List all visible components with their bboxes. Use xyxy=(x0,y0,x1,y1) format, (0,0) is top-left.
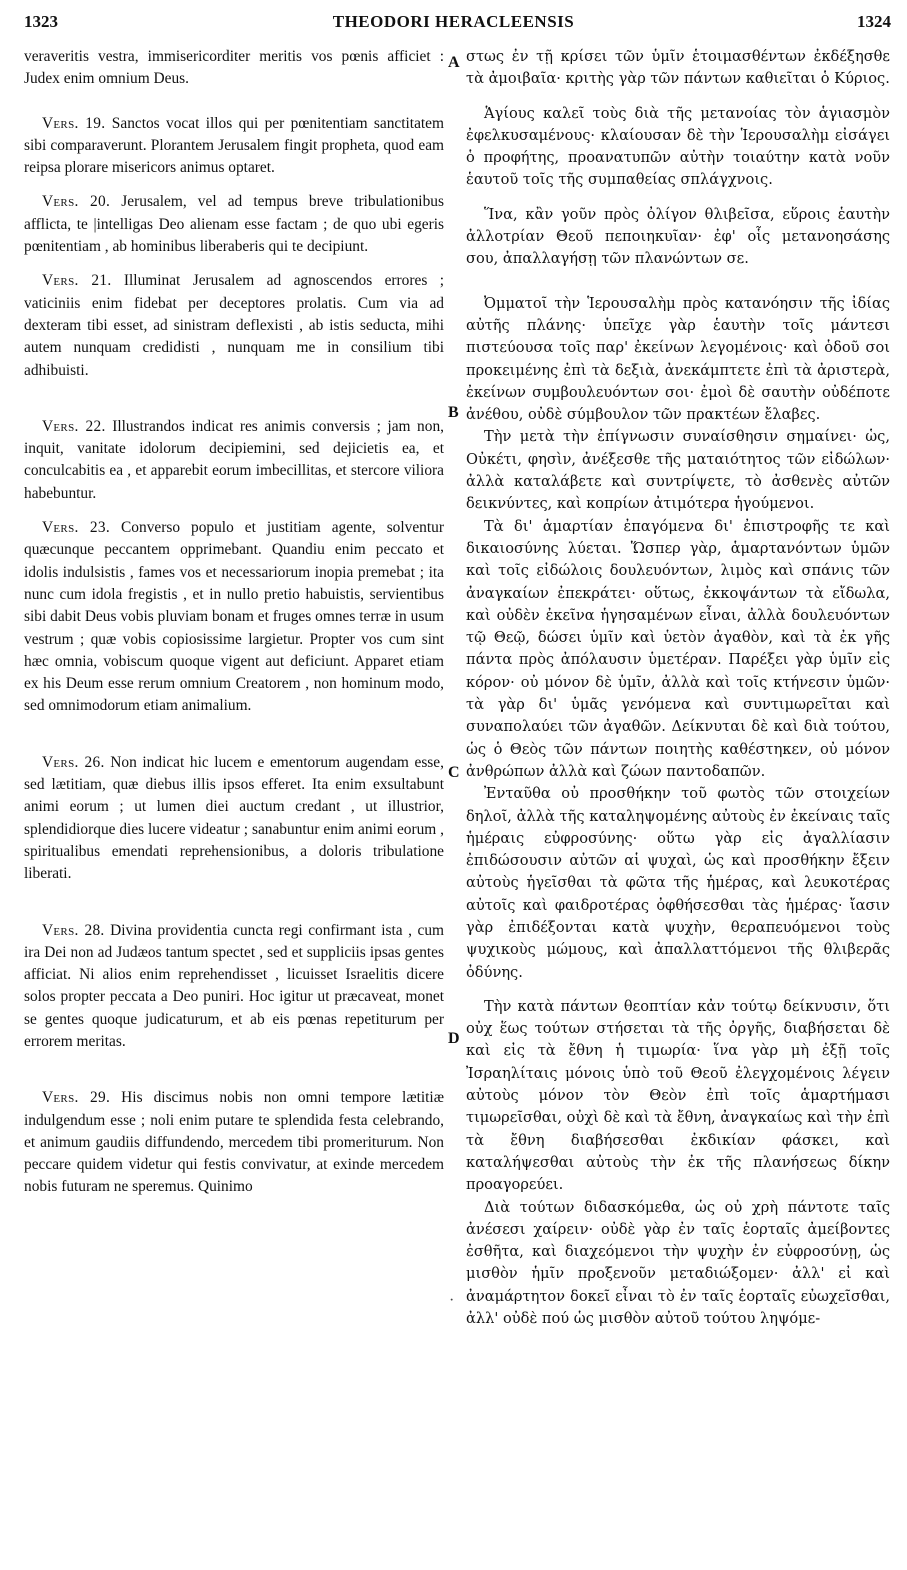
latin-text: Non indicat hic lucem e ementorum augendam esse, sed lætitiam, quæ diebus illis ipsos efferet. Ita enim exsultabunt animi eorum ; ut lumen diei auctum credant , ut illustrior, splendidiorque dies lucere videatur ; sanabuntur enim animi eorum , spiritualibus emendati reprehensionibus, a doloris tribulatione liberati. xyxy=(24,753,444,883)
verse-label: Vers. 23. xyxy=(42,519,111,537)
margin-marker-b: B xyxy=(448,404,459,421)
latin-text: Sanctos vocat illos qui per pœnitentiam sanctitatem sibi comparaverunt. Plorantem Jerusalem fingit propheta, quod eam reipsa plorare misericors animus optaret. xyxy=(24,114,444,177)
latin-paragraph xyxy=(24,416,444,505)
verse-label: Vers. 22. xyxy=(42,417,106,435)
greek-paragraph: Ἁγίους καλεῖ τοὺς διὰ τῆς μετανοίας τὸν ἁγιασμὸν ἐφελκυσαμένους· κλαίουσαν δὲ τὴν Ἱερουσαλὴμ εἰσάγει ὁ προφήτης, προανατυπῶν αὐτὴν τοιαύτην κατὰ νοῦν ἑαυτοῦ τοῖς τῆς συμπαθείας σπλάγχνοις. xyxy=(466,104,890,189)
greek-paragraph: Τὴν κατὰ πάντων θεοπτίαν κἀν τούτῳ δείκνυσιν, ὅτι οὐχ ἕως τούτων στήσεται τὰ τῆς ὀργῆς, διαβήσεται δὲ καὶ εἰς τὰ ἔθνη ἡ τιμωρία· ἵνα γὰρ μὴ ἐξῇ τοῖς Ἰσραηλίταις μόνοις ὑπὸ τοῦ Θεοῦ ἐλεγχομένοις λέγειν αὐτοὺς μόνον τὸν Θεὸν ἐπὶ τοῖς ἁμαρτήμασι τιμωρεῖσθαι, οὐχὶ δὲ καὶ τὰ ἔθνη, ἀναγκαίως καὶ τὴν ἐπὶ τὰ ἔθνη διαβήσεσθαι ἐκδικίαν φάσκει, καὶ καταλήψεσθαι αὐτοὺς τὴν ἐκ τῆς πλανήσεως δίκην προαγορεύει. xyxy=(466,997,890,1194)
running-title: THEODORI HERACLEENSIS xyxy=(332,12,575,31)
greek-paragraph: Διὰ τούτων διδασκόμεθα, ὡς οὐ χρὴ πάντοτε ταῖς ἀνέσεσι χαίρειν· οὐδὲ γὰρ ἐν ταῖς ἑορταῖς ἀμείβοντες ἐσθῆτα, καὶ διαχεόμενοι τὴν ψυχὴν ἐν εὐφροσύνῃ, ὡς μισθὸν ἡμῖν προξενοῦν μεταδιώξομεν· ἀλλ' εἰ καὶ ἀναμάρτητον δοκεῖ εἶναι τὸ ἐν ταῖς ἑορταῖς εὐωχεῖσθαι, ἀλλ' οὐδὲ πού ὡς μισθὸν αὐτοῦ τούτου ληψόμε- xyxy=(466,1198,890,1328)
latin-paragraph xyxy=(24,113,444,180)
latin-paragraph xyxy=(24,191,444,258)
greek-paragraph: Ἐνταῦθα οὐ προσθήκην τοῦ φωτὸς τῶν στοιχείων δηλοῖ, ἀλλὰ τῆς καταληψομένης αὐτοὺς ἐν ἐκείναις ταῖς ἡμέραις εὐφροσύνης· οὕτω γὰρ εἰς ἀγαλλίασιν ἐπιδώσουσιν αὐτῶν αἱ ψυχαὶ, ὡς καὶ προσθήκην ἔξειν αὐτοὺς ἡγεῖσθαι τὰ φῶτα τῆς ἡμέρας, καὶ λευκοτέρας αὐτοῖς καὶ φαιδροτέρας ὀφθήσεσθαι τὰς ἡμέρας· ἴασιν γὰρ ἐπιδέξονται κατὰ ψυχὴν, θεραπευόμενοι τοὺς ψυχικοὺς μώμους, καὶ ἀπαλλαττόμενοι τῆς θλιβερᾶς ὀδύνης. xyxy=(466,785,890,981)
latin-text: veraveritis vestra, immisericorditer meritis vos pœnis afficiet : Judex enim omnium Deus. xyxy=(24,48,444,88)
latin-text: Jerusalem, vel ad tempus breve tribulationibus afflicta, te |intelligas Deo alienam esse factam ; de quo ubi egeris pœnitentiam , ab hominibus liberaberis qui te decipiunt. xyxy=(24,193,444,256)
margin-marker-c: C xyxy=(448,764,460,781)
verse-label: Vers. 21. xyxy=(42,272,112,290)
greek-paragraph: Τὰ δι' ἁμαρτίαν ἐπαγόμενα δι' ἐπιστροφῆς τε καὶ δικαιοσύνης λύεται. Ὥσπερ γὰρ, ἁμαρτανόντων ὑμῶν καὶ τοῖς εἰδώλοις δουλευόντων, λιμὸς καὶ σπάνις τῶν ἀναγκαίων ἐπεκράτει· οὕτως, ἐκκοψάντων τὰ εἴδωλα, καὶ οὐδὲν ἐκεῖνα ἡγησαμένων εἶναι, ἀλλὰ δουλευόντων τῷ Θεῷ, δώσει ὑμῖν καὶ ὑετὸν ἀγαθὸν, καὶ τὰ ἐκ γῆς πάντα πρὸς ἀπόλαυσιν ὑμετέραν. Παρέξει γὰρ ὑμῖν εἰς κόρον· οὐ μόνον δὲ ὑμῖν, ἀλλὰ καὶ τοῖς κτήνεσιν ὑμῶν· τὰ γὰρ δι' ὑμᾶς γενόμενα καὶ συντιμωρεῖται καὶ συναπολαύει τῶν ἀγαθῶν. Δείκνυται δὲ καὶ διὰ τούτου, ὡς ὁ Θεὸς τῶν πάντων ποιητὴς καθέστηκεν, οὐ μόνον ἀνθρώπων ἀλλὰ καὶ ζώων παντοδαπῶν. xyxy=(466,517,890,780)
verse-label: Vers. 19. xyxy=(42,114,106,132)
running-header xyxy=(0,12,907,38)
latin-text: His discimus nobis non omni tempore lætitiæ indulgendum esse ; noli enim putare te splendida festa celebrando, et animum gaudiis diffundendo, mercedem tibi promeriturum. Non peccare quidem videtur qui festis convivatur, at exinde mercedem nobis futuram ne speremus. Quinimo xyxy=(24,1089,444,1196)
verse-label: Vers. 29. xyxy=(42,1089,111,1107)
greek-paragraph: Τὴν μετὰ τὴν ἐπίγνωσιν συναίσθησιν σημαίνει· ὡς, Οὐκέτι, φησὶν, ἀνέξεσθε τῆς ματαιότητος τῶν εἰδώλων· ἀλλὰ καταλάβετε καὶ συντρίψετε, τὸ ἀσθενὲς αὐτῶν δεικνύντες, καὶ κοπρίων ἀτιμότερα ἡγούμενοι. xyxy=(466,428,890,513)
greek-paragraph: Ἵνα, κἂν γοῦν πρὸς ὀλίγον θλιβεῖσα, εὕροις ἑαυτὴν ἀλλοτρίαν Θεοῦ πεποιηκυῖαν· ἐφ' οἷς μετανοησάσης σου, ἀπαλλαγήσῃ τῶν πλανώντων σε. xyxy=(466,205,890,268)
latin-paragraph xyxy=(24,920,444,1054)
verse-label: Vers. 28. xyxy=(42,921,105,939)
verse-label: Vers. 20. xyxy=(42,193,111,211)
latin-text: Converso populo et justitiam agente, solventur quæcunque peccantem opprimebant. Quandiu enim peccato et idolis indulsistis , fames vos et necessariorum inopia premebat ; ita nunc cum idola fregistis , et in nullo pretio habuistis, servientibus sibi dabit Deus vobis pluviam bonam et fruges omnes terræ in usum vestrum ; quæ vobis copiosissime largietur. Propter vos cum sint hæc omnia, vobiscum quoque vigent aut deficiunt. Apparet etiam ex his Deum esse rerum omnium Creatorem , non hominum modo, sed omnimodorum etiam animalium. xyxy=(24,519,444,715)
latin-text: Illustrandos indicat res animis conversis ; jam non, inquit, vanitate idolorum decipiemini, sed dejicietis ea, et conculcabitis ea , et apparebit eorum imbecillitas, et stercore viliora habebuntur. xyxy=(24,417,444,502)
greek-paragraph: Ὀμματοῖ τὴν Ἱερουσαλὴμ πρὸς κατανόησιν τῆς ἰδίας αὐτῆς πλάνης· ὑπεῖχε γὰρ ἑαυτὴν τοῖς μάντεσι πιστεύουσα τοῖς παρ' ἐκείνων λεγομένοις· καὶ ὁδοῦ σοι προκειμένης ἐπὶ τὰ δεξιὰ, ἀνεκάμπτετε ἐπὶ τὰ ἀριστερὰ, ἐκείνων συμβουλευόντων σοι· ἐμοὶ δὲ σαυτὴν οὐδέποτε ἀνέθου, οὐδὲ σύμβουλον τῶν πρακτέων ἔλαβες. xyxy=(466,294,890,424)
latin-paragraph xyxy=(24,752,444,886)
latin-paragraph xyxy=(24,46,444,91)
margin-marker-d: D xyxy=(448,1030,460,1047)
margin-dot: · xyxy=(449,1292,455,1309)
page-number-right: 1324 xyxy=(857,12,891,31)
greek-paragraph: στως ἐν τῇ κρίσει τῶν ὑμῖν ἑτοιμασθέντων ἐκδέξησθε τὰ ἀμοιβαῖα· κριτὴς γὰρ τῶν πάντων καθιεῖται ὁ Κύριος. xyxy=(466,48,890,88)
greek-column xyxy=(466,46,890,1330)
latin-text: Illuminat Jerusalem ad agnoscendos errores ; vaticiniis enim fidebat per deceptores prolatis. Cum via ad dexteram tibi esset, ad sinistram deflexisti , ab istis seducta, mihi autem nunquam credidisti , nunquam me in consilium tibi adhibuisti. xyxy=(24,272,444,379)
latin-paragraph xyxy=(24,1087,444,1198)
margin-marker-a: A xyxy=(448,54,460,71)
verse-label: Vers. 26. xyxy=(42,753,105,771)
page-number-left: 1323 xyxy=(24,12,58,31)
latin-text: Divina providentia cuncta regi confirmant ista , cum ira Dei non ad Judæos tantum spectet , sed et suppliciis ipsas gentes afficiat. Ni alios enim reprehendisset , licuisset Israelitis dicere solos propter peccata a Deo puniri. Hoc igitur ut præcaveat, monet se gentes quoque judicaturum, et ab eis pœnas repetiturum per errorem meritas. xyxy=(24,921,444,1050)
latin-column xyxy=(24,46,444,1199)
latin-paragraph xyxy=(24,270,444,381)
latin-paragraph xyxy=(24,517,444,718)
